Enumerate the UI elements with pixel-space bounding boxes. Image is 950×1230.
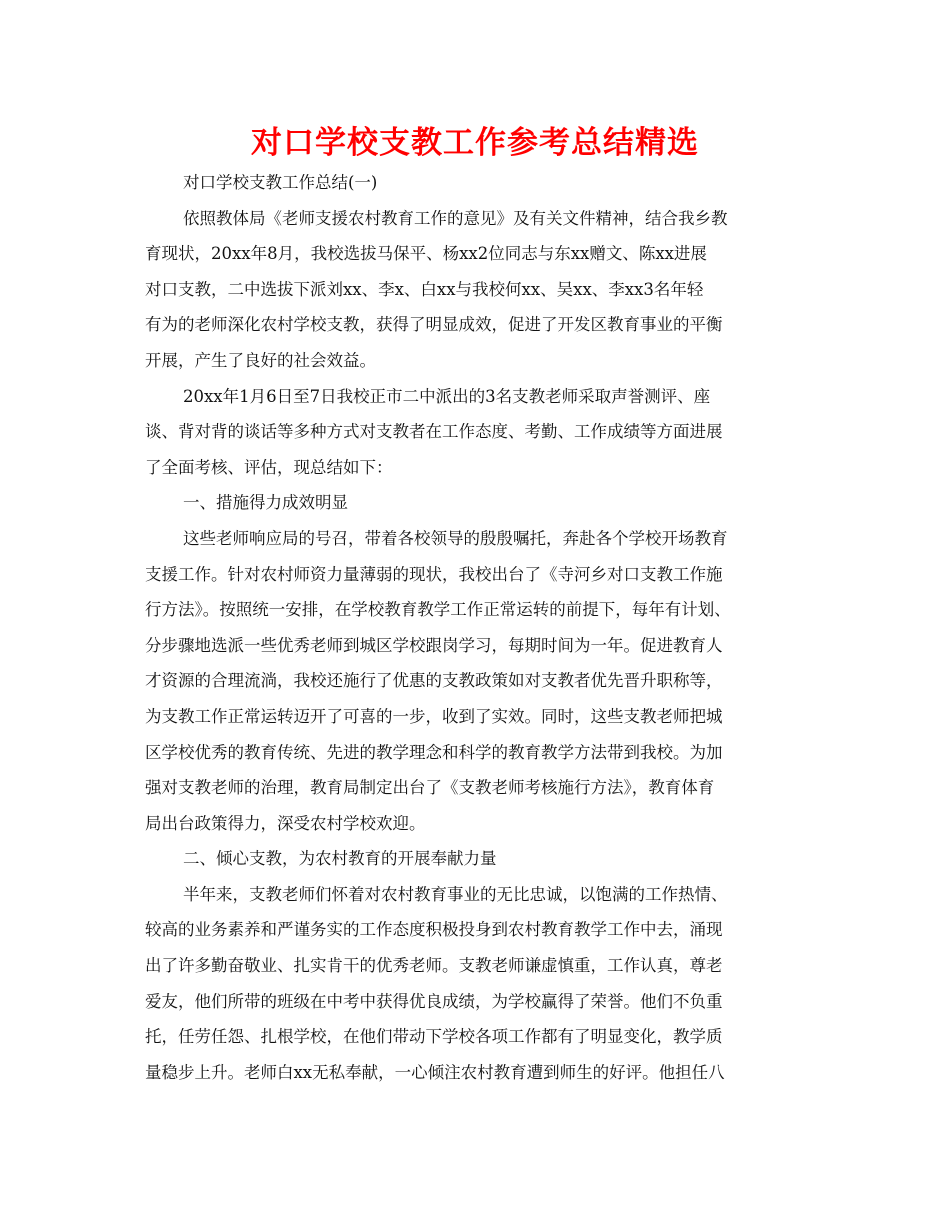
text-line: 量稳步上升。老师白xx无私奉献，一心倾注农村教育遭到师生的好评。他担任八: [145, 1062, 725, 1082]
text-line: 半年来，支教老师们怀着对农村教育事业的无比忠诚，以饱满的工作热情、: [183, 884, 728, 904]
text-line: 了全面考核、评估，现总结如下：: [145, 457, 393, 477]
text-line: 分步骤地选派一些优秀老师到城区学校跟岗学习，每期时间为一年。促进教育人: [145, 635, 723, 655]
text-line: 较高的业务素养和严谨务实的工作态度积极投身到农村教育教学工作中去，涌现: [145, 920, 723, 940]
text-line: 对口支教，二中选拔下派刘xx、李x、白xx与我校何xx、吴xx、李xx3名年轻: [145, 279, 704, 299]
text-line: 出了许多勤奋敬业、扎实肯干的优秀老师。支教老师谦虚慎重，工作认真，尊老: [145, 956, 723, 976]
document-title: 对口学校支教工作参考总结精选: [251, 125, 699, 161]
text-line: 这些老师响应局的号召，带着各校领导的殷殷嘱托，奔赴各个学校开场教育: [183, 528, 728, 548]
text-line: 才资源的合理流淌，我校还施行了优惠的支教政策如对支教者优先晋升职称等，: [145, 671, 723, 691]
text-line: 开展，产生了良好的社会效益。: [145, 350, 376, 370]
text-line: 强对支教老师的治理，教育局制定出台了《支教老师考核施行方法》，教育体育: [145, 778, 715, 798]
document-body: [145, 165, 810, 1090]
text-line: 依照教体局《老师支援农村教育工作的意见》及有关文件精神，结合我乡教: [183, 208, 728, 228]
text-line: 谈、背对背的谈话等多种方式对支教者在工作态度、考勤、工作成绩等方面进展: [145, 422, 723, 442]
text-line: 一、措施得力成效明显: [183, 493, 348, 513]
text-line: 爱友，他们所带的班级在中考中获得优良成绩，为学校赢得了荣誉。他们不负重: [145, 991, 723, 1011]
text-line: 行方法》。按照统一安排，在学校教育教学工作正常运转的前提下，每年有计划、: [145, 600, 731, 620]
text-line: 20xx年1月6日至7日我校正市二中派出的3名支教老师采取声誉测评、座: [183, 386, 711, 406]
text-line: 区学校优秀的教育传统、先进的教学理念和科学的教育教学方法带到我校。为加: [145, 742, 723, 762]
text-line: 二、倾心支教，为农村教育的开展奉献力量: [183, 849, 497, 869]
text-line: 局出台政策得力，深受农村学校欢迎。: [145, 813, 426, 833]
text-line: 育现状，20xx年8月，我校选拔马保平、杨xx2位同志与东xx赠文、陈xx进展: [145, 244, 707, 264]
text-line: 托，任劳任怨、扎根学校，在他们带动下学校各项工作都有了明显变化，教学质: [145, 1027, 723, 1047]
text-line: 对口学校支教工作总结(一): [183, 173, 378, 192]
text-line: 为支教工作正常运转迈开了可喜的一步，收到了实效。同时，这些支教老师把城: [145, 706, 723, 726]
text-line: 有为的老师深化农村学校支教，获得了明显成效，促进了开发区教育事业的平衡: [145, 315, 723, 335]
text-line: 支援工作。针对农村师资力量薄弱的现状，我校出台了《寺河乡对口支教工作施: [145, 564, 723, 584]
